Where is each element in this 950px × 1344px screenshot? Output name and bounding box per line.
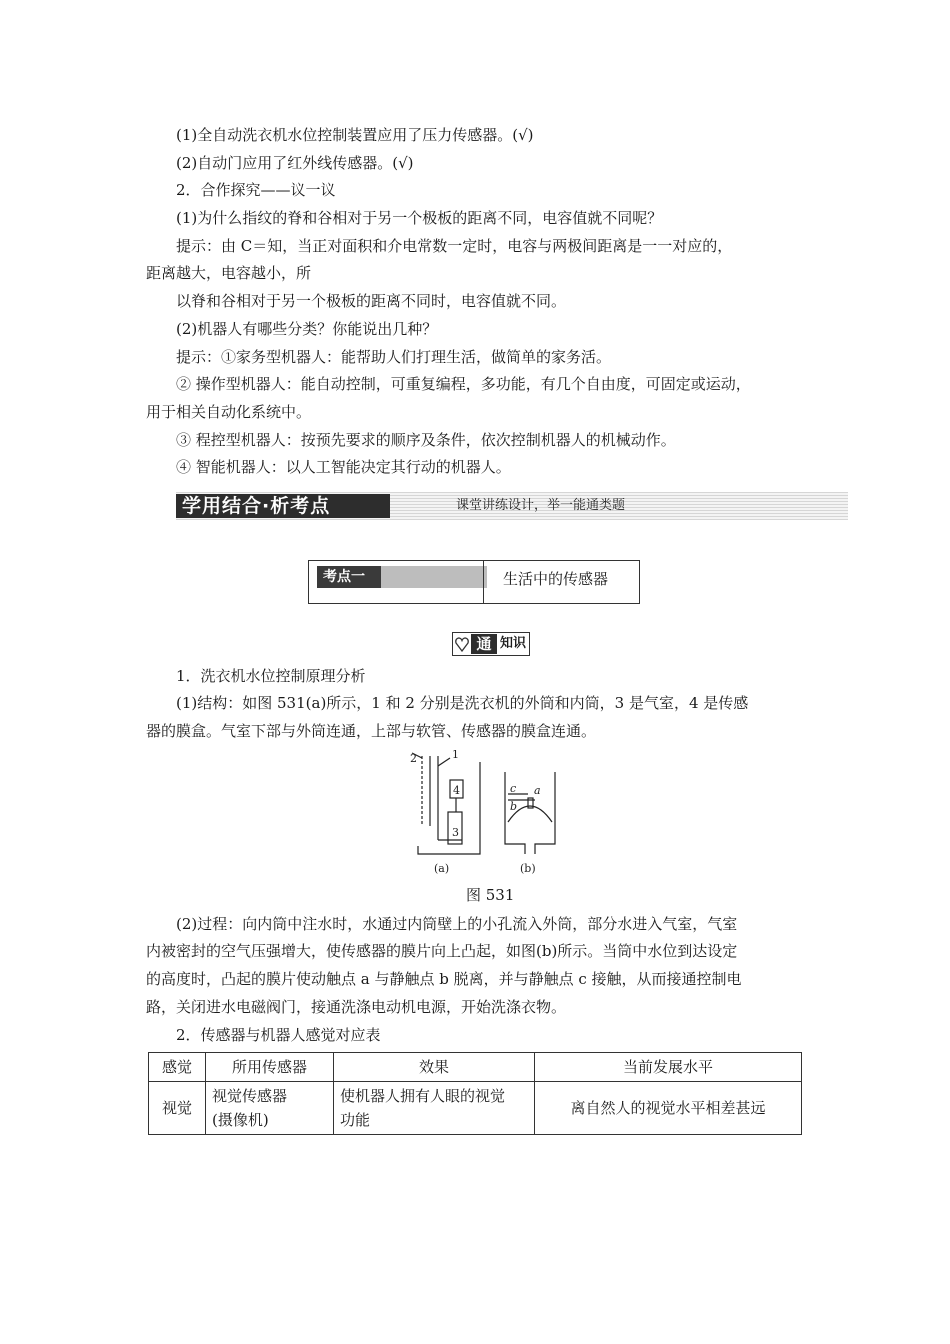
washing-machine-diagram [410, 750, 570, 880]
text-line: 用于相关自动化系统中。 [146, 403, 312, 421]
text-line: (1)为什么指纹的脊和谷相对于另一个极板的距离不同，电容值就不同呢？ [176, 209, 663, 227]
table-cell: 视觉 [149, 1082, 206, 1135]
text-line: 2．传感器与机器人感觉对应表 [176, 1026, 381, 1044]
text-line: (1)全自动洗衣机水位控制装置应用了压力传感器。(√) [176, 126, 534, 144]
text-line: 提示：①家务型机器人：能帮助人们打理生活，做简单的家务活。 [176, 348, 612, 366]
figure-caption: 图 531 [466, 886, 515, 904]
tongzhishi-tong: 通 [471, 634, 497, 654]
table-cell [334, 1082, 535, 1135]
fig-sub-b: (b) [520, 862, 536, 875]
heart-icon [455, 636, 469, 652]
table-cell-line: (摄像机) [212, 1111, 269, 1129]
table-header-cell: 效果 [334, 1053, 535, 1082]
text-line: (2)过程：向内筒中注水时，水通过内筒壁上的小孔流入外筒，部分水进入气室，气室 [176, 915, 738, 933]
kaodian-box [308, 560, 640, 604]
table-header-row [149, 1053, 802, 1082]
text-line: (2)机器人有哪些分类？你能说出几种？ [176, 320, 438, 338]
banner-subtitle: 课堂讲练设计，举一能通类题 [456, 498, 626, 513]
banner-title: 学用结合·析考点 [176, 494, 390, 518]
text-line: 路，关闭进水电磁阀门，接通洗涤电动机电源，开始洗涤衣物。 [146, 998, 567, 1016]
table-row [149, 1082, 802, 1135]
kaodian-title: 生活中的传感器 [503, 570, 609, 588]
fig-label-b: b [510, 800, 518, 813]
table-header-cell: 所用传感器 [206, 1053, 334, 1082]
fig-label-a: a [534, 784, 541, 797]
table-cell-line: 视觉传感器 [212, 1087, 288, 1105]
text-line: 提示：由 C＝知，当正对面积和介电常数一定时，电容与两极间距离是一一对应的， [176, 237, 733, 255]
text-line: 2．合作探究——议一议 [176, 181, 336, 199]
text-line: (1)结构：如图 531(a)所示，1 和 2 分别是洗衣机的外筒和内筒，3 是气室，4 是传感 [176, 694, 749, 712]
fig-label-4: 4 [453, 784, 460, 797]
text-line: 器的膜盒。气室下部与外筒连通，上部与软管、传感器的膜盒连通。 [146, 722, 597, 740]
text-line: ③ 程控型机器人：按预先要求的顺序及条件，依次控制机器人的机械动作。 [176, 431, 676, 449]
text-line: 距离越大，电容越小，所 [146, 264, 312, 282]
table-header-cell: 当前发展水平 [535, 1053, 802, 1082]
fig-label-c: c [510, 782, 517, 795]
text-line: ② 操作型机器人：能自动控制，可重复编程，多功能，有几个自由度，可固定或运动， [176, 375, 751, 393]
text-line: (2)自动门应用了红外线传感器。(√) [176, 154, 414, 172]
table-cell-line: 功能 [340, 1111, 371, 1129]
text-line: 的高度时，凸起的膜片使动触点 a 与静触点 b 脱离，并与静触点 c 接触，从而接通控制电 [146, 970, 742, 988]
kaodian-divider [483, 561, 484, 603]
table-cell-line: 使机器人拥有人眼的视觉 [340, 1087, 506, 1105]
text-line: 以脊和谷相对于另一个极板的距离不同时，电容值就不同。 [176, 292, 567, 310]
tongzhishi-rest: 知识 [500, 636, 527, 651]
kaodian-tag: 考点一 [317, 566, 487, 588]
fig-label-1: 1 [452, 750, 459, 761]
fig-sub-a: (a) [434, 862, 450, 875]
tongzhishi-label [452, 632, 530, 656]
text-line: ④ 智能机器人：以人工智能决定其行动的机器人。 [176, 458, 511, 476]
fig-label-2: 2 [410, 752, 417, 765]
table-cell [206, 1082, 334, 1135]
fig-label-3: 3 [452, 826, 459, 839]
table-header-cell: 感觉 [149, 1053, 206, 1082]
text-line: 内被密封的空气压强增大，使传感器的膜片向上凸起，如图(b)所示。当筒中水位到达设定 [146, 942, 738, 960]
section-banner [176, 492, 848, 520]
leader-1 [438, 758, 450, 766]
text-line: 1．洗衣机水位控制原理分析 [176, 667, 366, 685]
sensor-table [148, 1052, 802, 1135]
table-cell: 离自然人的视觉水平相差甚远 [535, 1082, 802, 1135]
